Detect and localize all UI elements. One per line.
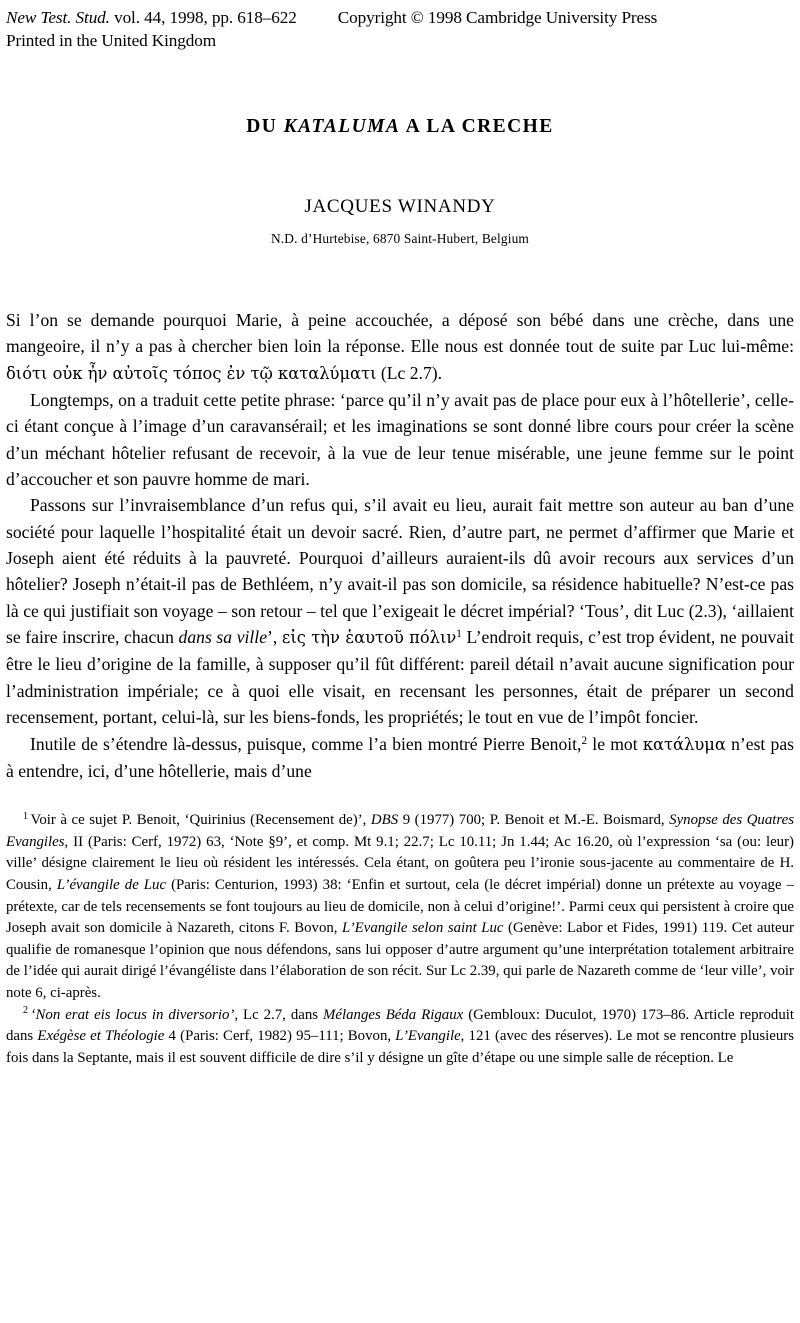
fn2-text-1: , Lc 2.7, dans — [234, 1006, 324, 1023]
fn1-text-5: (Genève: Labor et Fides, 1991) 119. Cet auteur qualifie de romanesque l’opinion que nous défendons, sans lui opposer d’autre argument qu’une interprétation totalement arbitraire de l’idée qui aurait dirigé l’évangéliste dans l’élaboration de son récit. Sur Lc 2.39, qui parle de Nazareth comme de ‘leur ville’, voir note 6, ci-après. — [6, 920, 794, 1001]
p3-text-b: ’, — [267, 627, 282, 648]
fn1-text-1: Voir à ce sujet P. Benoit, ‘Quirinius (Recensement de)’, — [30, 812, 371, 829]
footnote-1-number: 1 — [23, 810, 29, 822]
footnotes-section — [6, 810, 794, 1069]
printed-in-line: Printed in the United Kingdom — [6, 31, 217, 50]
fn1-title-synopse: Synopse des Quatres Evangiles — [6, 812, 794, 850]
p3-text-c: L’endroit requis, c’est trop évident, ne pouvait être le lieu d’origine de la famille, à supposer qu’il fût différent: pareil détail n’avait aucune signification pour l’administration impériale; ce à quoi elle visait, en recensant les personnes, était de préparer un second recensement, portant, celui-là, sur les biens-fonds, les propriétés; le tout en vue de l’impôt foncier. — [6, 627, 794, 728]
journal-name: New Test. Stud. — [6, 8, 110, 27]
footnote-2 — [6, 1005, 794, 1070]
body-paragraph-3 — [6, 492, 794, 730]
fn1-text-4: (Paris: Centurion, 1993) 38: ‘Enfin et surtout, cela (le décret impérial) donne un prétexte au voyage – prétexte, car de tels recensements se font toujours au lieu de domicile, non à celui d’origine!’. Parmi ceux qui persistent à croire que Joseph avait son domicile à Nazareth, citons F. Bovon, — [6, 876, 794, 937]
footnote-ref-2[interactable]: 2 — [581, 734, 588, 747]
copyright-notice: Copyright © 1998 Cambridge University Press — [337, 8, 658, 27]
title-part-before: DU — [246, 116, 284, 137]
fn2-title-melanges: Mélanges Béda Rigaux — [323, 1006, 464, 1023]
body-paragraph-4 — [6, 731, 794, 785]
p4-text-a: Inutile de s’étendre là-dessus, puisque, comme l’a bien montré Pierre Benoit, — [30, 733, 582, 754]
journal-issue: vol. 44, 1998, pp. 618–622 — [109, 8, 297, 27]
fn1-text-3: , II (Paris: Cerf, 1972) 63, ‘Note §9’, et comp. Mt 9.1; 22.7; Lc 10.11; Jn 1.44; Ac 16.20, où l’expression ‘sa (ou: leur) ville’ désigne clairement le lieu où résident les intéressés. Cela étant, on goûtera peu l’ironie sous-jacente au commentaire de H. Cousin, — [6, 833, 794, 893]
fn1-title-evangile-de-luc: L’évangile de Luc — [56, 876, 167, 893]
fn2-text-4: , 121 (avec des réserves). Le mot se rencontre plusieurs fois dans la Septante, mais il est souvent difficile de dire s’il y désigne un gîte d’étape ou une simple salle de réception. Le — [6, 1028, 794, 1066]
footnote-ref-1[interactable]: 1 — [456, 628, 462, 641]
p4-text-b: le mot — [587, 733, 643, 754]
page-title — [6, 116, 794, 138]
fn1-title-dbs: DBS — [370, 812, 399, 829]
fn1-title-evangile-selon-saint-luc: L’Evangile selon saint Luc — [342, 920, 504, 937]
fn2-text-2: (Gembloux: Duculot, 1970) 173–86. Article reproduit dans — [6, 1006, 795, 1045]
fn2-title-non-erat: ‘Non erat eis locus in diversorio’ — [30, 1006, 235, 1023]
p4-greek-word: κατάλυμα — [642, 734, 726, 754]
fn2-title-exegese: Exégèse et Théologie — [37, 1028, 165, 1045]
masthead-first-line — [6, 6, 794, 29]
author-affiliation: N.D. d’Hurtebise, 6870 Saint-Hubert, Belgium — [270, 231, 529, 246]
masthead-citation — [6, 6, 297, 29]
title-keyword: KATALUMA — [283, 116, 401, 137]
p4-text-c: n’est pas à entendre, ici, d’une hôtellerie, mais d’une — [6, 733, 795, 781]
body-paragraph-2: Longtemps, on a traduit cette petite phrase: ‘parce qu’il n’y avait pas de place pour eux à l’hôtellerie’, celle-ci étant conçue à l’image d’un caravansérail; et les imaginations se sont donné libre cours pour créer la scène d’un méchant hôtelier refusant de recevoir, à la vue de leur tenue misérable, une jeune femme sur le point d’accoucher et son pauvre homme de mari. — [6, 390, 794, 490]
fn1-text-2: 9 (1977) 700; P. Benoit et M.-E. Boismard, — [398, 812, 670, 829]
footnote-2-number: 2 — [23, 1005, 29, 1017]
p1-text-b: (Lc 2.7). — [376, 362, 443, 383]
body-paragraph-1 — [6, 307, 794, 387]
p3-greek-quotation: εἰς τὴν ἑαυτοῦ πόλιν — [281, 628, 457, 648]
title-part-after: A LA CRECHE — [400, 116, 554, 137]
footnote-1 — [6, 810, 794, 1004]
article-body — [6, 307, 794, 784]
p1-greek-quotation: διότι οὐκ ἦν αὐτοῖς τόπος ἐν τῷ καταλύματι — [6, 363, 377, 383]
p1-text-a: Si l’on se demande pourquoi Marie, à peine accouchée, a déposé son bébé dans une crèche, dans une mangeoire, il n’y a pas à chercher bien loin la réponse. Elle nous est donnée tout de suite par Luc lui-même: — [6, 310, 794, 357]
fn2-text-3: 4 (Paris: Cerf, 1982) 95–111; Bovon, — [164, 1028, 396, 1045]
author-name: JACQUES WINANDY — [304, 196, 496, 217]
p3-italic-phrase: dans sa ville — [178, 627, 268, 648]
p3-text-a: Passons sur l’invraisemblance d’un refus qui, s’il avait eu lieu, aurait fait mettre son auteur au ban d’une société pour laquelle l’hospitalité était un devoir sacré. Rien, d’autre part, ne permet d’affirmer que Marie et Joseph aient été réduits à la pauvreté. Pourquoi d’ailleurs auraient-ils dû avoir recours aux services d’un hôtelier? Joseph n’était-il pas de Bethléem, n’y avait-il pas son domicile, sa résidence habituelle? N’est-ce pas là ce qui justifiait son voyage – son retour – tel que l’exigeait le décret impérial? ‘Tous’, dit Luc (2.3), ‘aillaient se faire inscrire, chacun — [6, 495, 794, 648]
masthead — [6, 6, 794, 52]
fn2-title-levangile: L’Evangile — [395, 1028, 461, 1045]
